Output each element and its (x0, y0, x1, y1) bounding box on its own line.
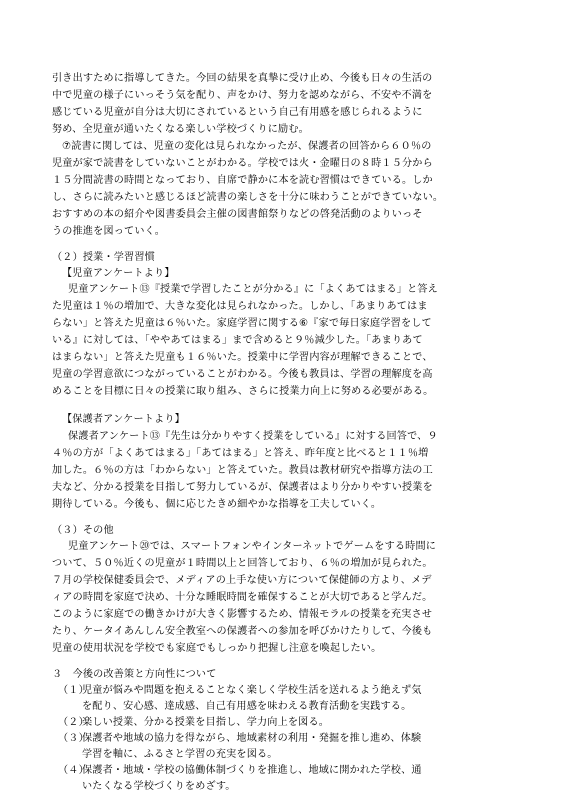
intro-line: ⑦読書に関しては、児童の変化は見られなかったが、保護者の回答から６０％の (62, 141, 432, 152)
list-item-line: いたくなる学校づくりをめざす。 (82, 781, 236, 792)
paragraph-line: たり、ケータイあんしん安全教室への保護者への参加を呼びかけたりして、今後も (52, 626, 433, 637)
intro-line: 感じている児童が自分は大切にされているという自己有用感を感じられるように (52, 107, 423, 118)
list-number: （４） (58, 765, 89, 776)
list-item-line: 児童が悩みや問題を抱えることなく楽しく学校生活を送れるよう絶えず気 (82, 685, 422, 696)
section-heading: ３ 今後の改善策と方向性について (52, 669, 217, 680)
intro-line: 中で児童の様子にいっそう気を配り、声をかけ、努力を認めながら、不安や不満を (52, 90, 433, 101)
intro-line: 努め、全児童が通いたくなる楽しい学校づくりに励む。 (52, 124, 309, 135)
list-item-line: 保護者や地域の協力を得ながら、地域素材の利用・発掘を推し進め、体験 (82, 733, 422, 744)
intro-line: うの推進を図っていく。 (52, 226, 166, 237)
list-item-line: 楽しい授業、分かる授業を目指し、学力向上を図る。 (82, 717, 330, 728)
paragraph-line: 児童アンケート⑳では、スマートフォンやインターネットでゲームをする時間に (68, 541, 437, 552)
subsection-heading: 【保護者アンケートより】 (62, 414, 185, 425)
paragraph-line: 加した。６％の方は「わからない」と答えていた。教員は教材研究や指導方法の工 (52, 465, 433, 476)
intro-line: １５分間読書の時間となっており、自席で静かに本を読む習慣はできている。しか (52, 175, 433, 186)
section-heading: （３）その他 (52, 525, 114, 536)
list-item-line: 保護者・地域・学校の協働体制づくりを推進し、地域に開かれた学校、通 (82, 765, 422, 776)
paragraph-line: 夫など、分かる授業を目指して努力しているが、保護者はより分かりやすい授業を (52, 482, 433, 493)
paragraph-line: 期待している。今後も、個に応じたきめ細やかな指導を工夫していく。 (52, 499, 382, 510)
paragraph-line: 児童の学習意欲につながっていることがわかる。今後も教員は、学習の理解度を高 (52, 369, 433, 380)
intro-line: 児童が家で読書をしていないことがわかる。学校では火・金曜日の８時１５分から (52, 158, 433, 169)
intro-line: し、さらに読みたいと感じるほど読書の楽しさを十分に味わうことができていない。 (52, 192, 444, 203)
intro-line: おすすめの本の紹介や図書委員会主催の図書館祭りなどの啓発活動のよりいっそ (52, 209, 423, 220)
list-number: （３） (58, 733, 89, 744)
paragraph-line: はまらない」と答えた児童も１６％いた。授業中に学習内容が理解できることで、 (52, 352, 433, 363)
paragraph-line: めることを目標に日々の授業に取り組み、さらに授業力向上に努める必要がある。 (52, 386, 434, 397)
list-item-line: を配り、安心感、達成感、自己有用感を味わえる教育活動を実践する。 (82, 701, 412, 712)
paragraph-line: このように家庭での働きかけが大きく影響するため、情報モラルの授業を充実させ (52, 609, 433, 620)
paragraph-line: いる』に対しては、「ややあてはまる」まで含めると９％減少した。「あまりあて (52, 335, 423, 346)
paragraph-line: らない」と答えた児童は６％いた。家庭学習に関する⑥『家で毎日家庭学習をして (52, 318, 432, 329)
paragraph-line: ７月の学校保健委員会で、メディアの上手な使い方について保健師の方より、メデ (52, 575, 432, 586)
paragraph-line: 児童の使用状況を学校でも家庭でもしっかり把握し注意を喚起したい。 (52, 643, 382, 654)
paragraph-line: ４％の方が「よくあてはまる」「あてはまる」と答え、昨年度と比べると１１％増 (52, 448, 429, 459)
section-heading: （２）授業・学習習慣 (52, 252, 155, 263)
intro-line: 引き出すために指導してきた。今回の結果を真摯に受け止め、今後も日々の生活の (52, 73, 433, 84)
paragraph-line: ついて、５０％近くの児童が１時間以上と回答しており、６％の増加が見られた。 (52, 558, 433, 569)
list-number: （２） (58, 717, 89, 728)
paragraph-line: ィアの時間を家庭で決め、十分な睡眠時間を確保することが大切であると学んだ。 (52, 592, 433, 603)
paragraph-line: 児童アンケート⑬『授業で学習したことが分かる』に「よくあてはまる」と答え (68, 284, 438, 295)
subsection-heading: 【児童アンケートより】 (62, 268, 175, 279)
paragraph-line: た児童は１％の増加で、大きな変化は見られなかった。しかし、「あまりあてはま (52, 301, 428, 312)
paragraph-line: 保護者アンケート⑬『先生は分かりやすく授業をしている』に対する回答で、９ (68, 431, 438, 442)
list-item-line: 学習を軸に、ふるさと学習の充実を図る。 (82, 749, 278, 760)
list-number: （１） (58, 685, 89, 696)
